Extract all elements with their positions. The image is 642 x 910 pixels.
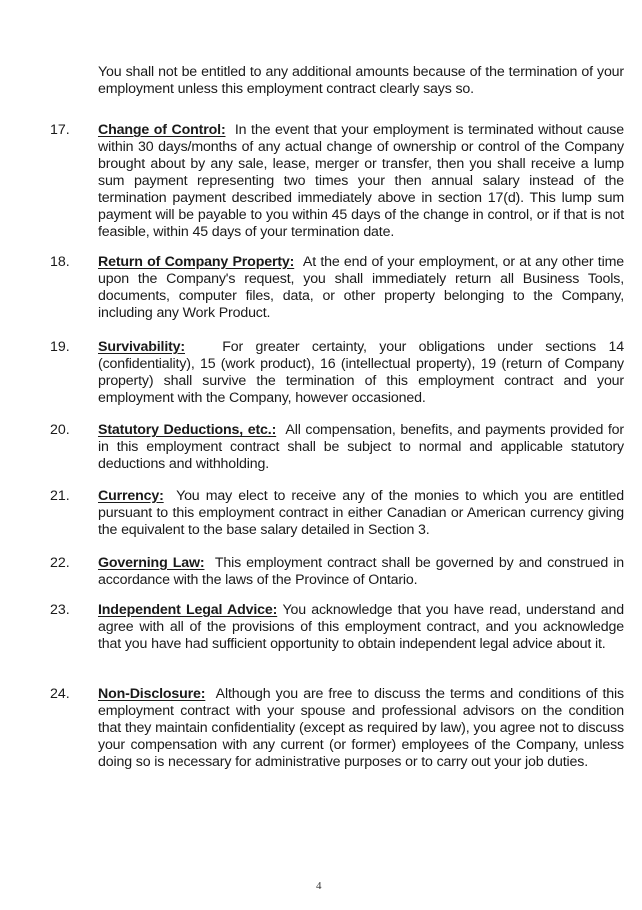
clause-text: You may elect to receive any of the monies to which you are entitled pursuant to this employment contract in either Canadian or American currency giving the equivalent to the base salary detailed in Section 3. — [98, 488, 624, 538]
clause-number: 17. — [50, 122, 70, 138]
clause-text: For greater certainty, your obligations under sections 14 (confidentiality), 15 (work product), 16 (intellectual property), 19 (return of Company property) shall survive the termination of this employment contract and your employment with the Company, however occasioned. — [98, 339, 624, 406]
clause-text: Although you are free to discuss the terms and conditions of this employment contract with your spouse and professional advisors on the condition that they maintain confidentiality (except as required by law), you agree not to discuss your compensation with any current (or former) employees of the Company, unless doing so is necessary for administrative purposes or to carry out your job duties. — [98, 686, 624, 770]
clause-body — [98, 122, 624, 241]
clause-text: All compensation, benefits, and payments provided for in this employment contract shall be subject to normal and applicable statutory deductions and withholding. — [98, 422, 624, 472]
clause-body — [98, 422, 624, 473]
page-number: 4 — [316, 880, 322, 892]
clause-number: 24. — [50, 686, 70, 702]
clause-title: Currency: — [98, 488, 164, 504]
clause-text: This employment contract shall be governed by and construed in accordance with the laws of the Province of Ontario. — [98, 555, 624, 588]
clause-body — [98, 602, 624, 653]
clause-title: Independent Legal Advice: — [98, 602, 278, 618]
clause-title: Statutory Deductions, etc.: — [98, 422, 277, 438]
clause-number: 20. — [50, 422, 70, 438]
clause-title: Return of Company Property: — [98, 254, 295, 270]
clause-text: You acknowledge that you have read, understand and agree with all of the provisions of this employment contract, and you acknowledge that you have had sufficient opportunity to obtain independent legal advice about it. — [98, 602, 624, 652]
intro-paragraph: You shall not be entitled to any additional amounts because of the termination of your employment unless this employment contract clearly says so. — [98, 64, 624, 97]
clause-title: Change of Control: — [98, 122, 226, 138]
clause-number: 19. — [50, 339, 70, 355]
clause-number: 22. — [50, 555, 70, 571]
clause-number: 21. — [50, 488, 70, 504]
clause-title: Survivability: — [98, 339, 185, 355]
clause-body — [98, 254, 624, 322]
clause-number: 23. — [50, 602, 70, 618]
clause-title: Governing Law: — [98, 555, 205, 571]
clause-body — [98, 488, 624, 539]
clause-body — [98, 555, 624, 589]
clause-body — [98, 339, 624, 407]
clause-number: 18. — [50, 254, 70, 270]
clause-body — [98, 686, 624, 771]
clause-text: At the end of your employment, or at any other time upon the Company's request, you shall immediately return all Business Tools, documents, computer files, data, or other property belonging to the Company, including any Work Product. — [98, 254, 624, 321]
clause-title: Non-Disclosure: — [98, 686, 206, 702]
clause-text: In the event that your employment is terminated without cause within 30 days/months of any actual change of ownership or control of the Company brought about by any sale, lease, merger or transfer, then you shall receive a lump sum payment representing two times your then annual salary instead of the termination payment described immediately above in section 17(d). This lump sum payment will be payable to you within 45 days of the change in control, or if that is not feasible, within 45 days of your termination date. — [98, 122, 624, 240]
